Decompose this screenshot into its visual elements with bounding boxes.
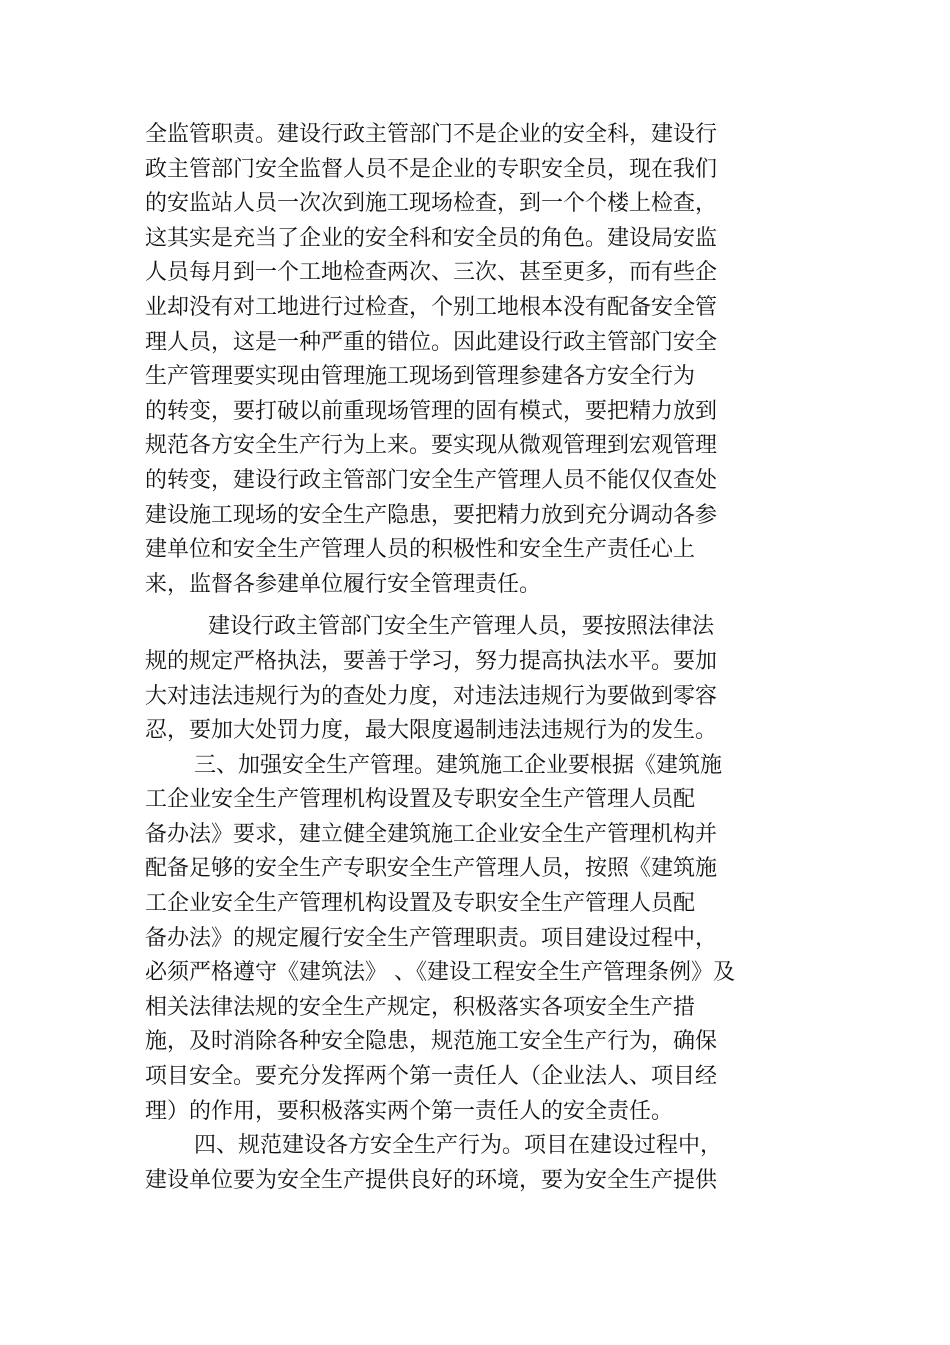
text-line: 的转变，建设行政主管部门安全生产管理人员不能仅仅查处 — [145, 467, 718, 493]
text-line: 项目安全。要充分发挥两个第一责任人（企业法人、项目经 — [145, 1064, 718, 1090]
section-heading-three: 三、加强安全生产管理。建筑施工企业要根据《建筑施 — [194, 752, 723, 778]
text-line: 生产管理要实现由管理施工现场到管理参建各方安全行为 — [145, 364, 696, 390]
text-line: 大对违法违规行为的查处力度，对违法违规行为要做到零容 — [145, 683, 718, 709]
text-line: 这其实是充当了企业的安全科和安全员的角色。建设局安监 — [145, 225, 718, 251]
text-line: 理）的作用，要积极落实两个第一责任人的安全责任。 — [145, 1098, 674, 1124]
text-line: 备办法》要求，建立健全建筑施工企业安全生产管理机构并 — [145, 821, 718, 847]
text-line: 工企业安全生产管理机构设置及专职安全生产管理人员配 — [145, 787, 696, 813]
text-line: 建设施工现场的安全生产隐患，要把精力放到充分调动各参 — [145, 502, 718, 528]
text-line: 施，及时消除各种安全隐患，规范施工安全生产行为，确保 — [145, 1029, 718, 1055]
text-line: 政主管部门安全监督人员不是企业的专职安全员，现在我们 — [145, 156, 718, 182]
document-body — [145, 118, 785, 1198]
text-line: 规的规定严格执法，要善于学习，努力提高执法水平。要加 — [145, 648, 718, 674]
text-line: 的安监站人员一次次到施工现场检查，到一个个楼上检查， — [145, 191, 718, 217]
text-line: 来，监督各参建单位履行安全管理责任。 — [145, 571, 542, 597]
text-line: 备办法》的规定履行安全生产管理职责。项目建设过程中， — [145, 925, 718, 951]
text-line: 工企业安全生产管理机构设置及专职安全生产管理人员配 — [145, 891, 696, 917]
paragraph-gap — [145, 602, 785, 610]
text-line: 规范各方安全生产行为上来。要实现从微观管理到宏观管理 — [145, 433, 718, 459]
text-line: 的转变，要打破以前重现场管理的固有模式，要把精力放到 — [145, 398, 718, 424]
text-line: 建单位和安全生产管理人员的积极性和安全生产责任心上 — [145, 537, 696, 563]
paragraph-first-line: 建设行政主管部门安全生产管理人员，要按照法律法 — [208, 614, 715, 640]
text-line: 忍，要加大处罚力度，最大限度遏制违法违规行为的发生。 — [145, 718, 718, 744]
text-line: 人员每月到一个工地检查两次、三次、甚至更多，而有些企 — [145, 260, 718, 286]
text-line: 配备足够的安全生产专职安全生产管理人员，按照《建筑施 — [145, 856, 718, 882]
section-heading-four: 四、规范建设各方安全生产行为。项目在建设过程中， — [194, 1133, 723, 1159]
text-line: 全监管职责。建设行政主管部门不是企业的安全科，建设行 — [145, 122, 718, 147]
text-line: 必须严格遵守《建筑法》 、《建设工程安全生产管理条例》及 — [145, 960, 735, 986]
text-line: 业却没有对工地进行过检查，个别工地根本没有配备安全管 — [145, 294, 718, 320]
text-line: 建设单位要为安全生产提供良好的环境，要为安全生产提供 — [145, 1167, 718, 1193]
text-line: 理人员，这是一种严重的错位。因此建设行政主管部门安全 — [145, 329, 718, 355]
text-line: 相关法律法规的安全生产规定，积极落实各项安全生产措 — [145, 994, 696, 1020]
